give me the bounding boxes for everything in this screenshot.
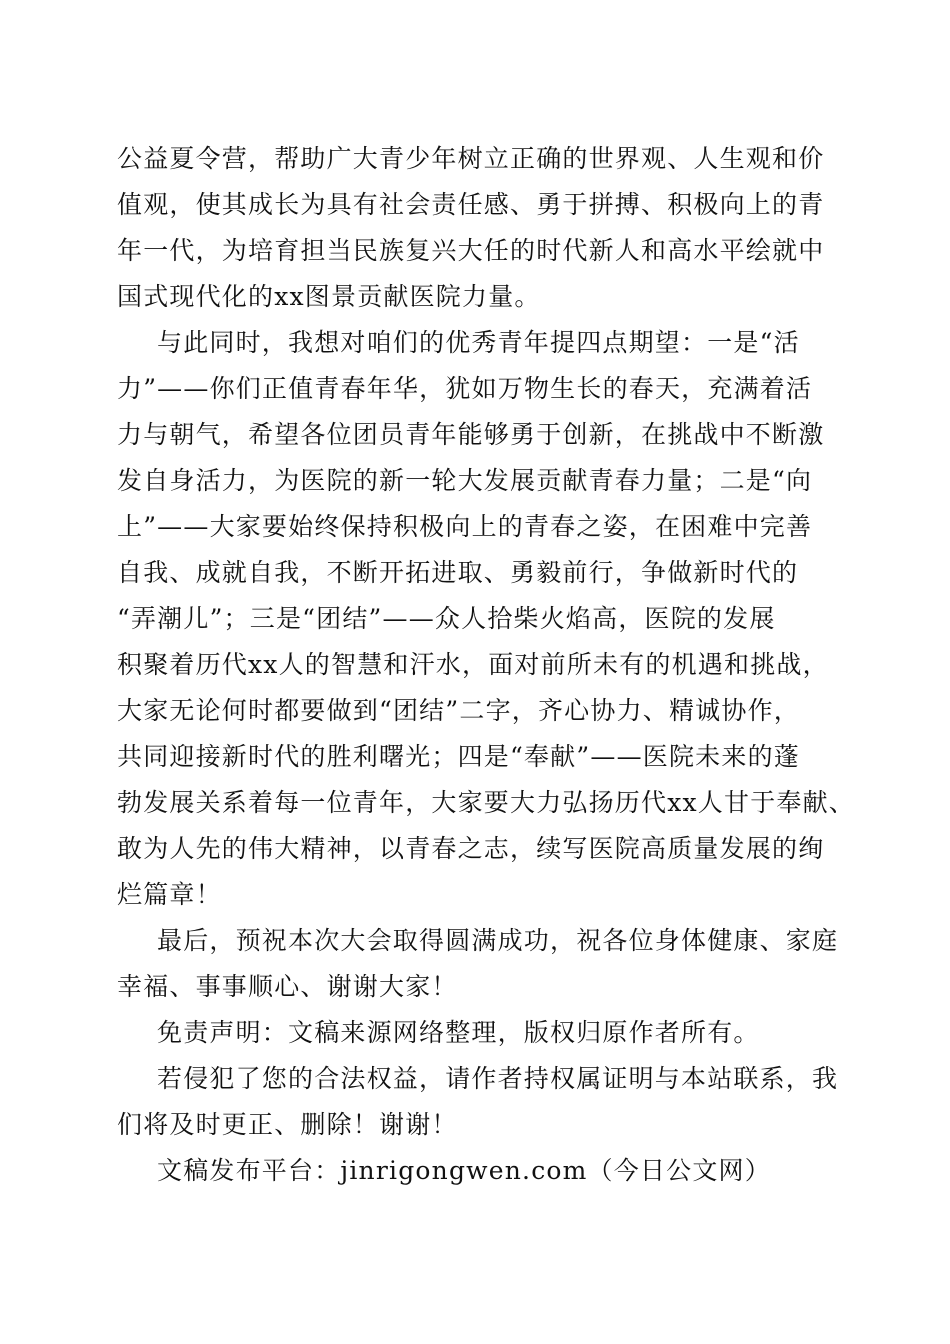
publisher-line: 文稿发布平台：jinrigongwen.com（今日公文网） bbox=[157, 1156, 771, 1185]
text-line: 国式现代化的xx图景贡献医院力量。 bbox=[117, 282, 541, 311]
text-line: 敢为人先的伟大精神，以青春之志，续写医院高质量发展的绚 bbox=[117, 834, 825, 863]
text-line: 积聚着历代xx人的智慧和汗水，面对前所未有的机遇和挑战， bbox=[117, 650, 829, 679]
text-line: 幸福、事事顺心、谢谢大家！ bbox=[117, 972, 458, 1001]
text-line: 大家无论何时都要做到“团结”二字，齐心协力、精诚协作， bbox=[117, 696, 800, 725]
text-line: 最后，预祝本次大会取得圆满成功，祝各位身体健康、家庭 bbox=[157, 926, 839, 955]
text-line: 勃发展关系着每一位青年，大家要大力弘扬历代xx人甘于奉献、 bbox=[117, 788, 856, 817]
text-line: 公益夏令营，帮助广大青少年树立正确的世界观、人生观和价 bbox=[117, 144, 825, 173]
text-line: 烂篇章！ bbox=[117, 880, 222, 909]
disclaimer-line: 免责声明：文稿来源网络整理，版权归原作者所有。 bbox=[157, 1018, 760, 1047]
text-line: 上”——大家要始终保持积极向上的青春之姿，在困难中完善 bbox=[117, 512, 813, 541]
text-line: 力与朝气，希望各位团员青年能够勇于创新，在挑战中不断激 bbox=[117, 420, 825, 449]
text-line: 自我、成就自我，不断开拓进取、勇毅前行，争做新时代的 bbox=[117, 558, 799, 587]
disclaimer-line: 若侵犯了您的合法权益，请作者持权属证明与本站联系，我 bbox=[157, 1064, 839, 1093]
text-line: 共同迎接新时代的胜利曙光；四是“奉献”——医院未来的蓬 bbox=[117, 742, 800, 771]
text-line: 力”——你们正值青春年华，犹如万物生长的春天，充满着活 bbox=[117, 374, 813, 403]
disclaimer-line: 们将及时更正、删除！谢谢！ bbox=[117, 1110, 458, 1139]
text-line: 年一代，为培育担当民族复兴大任的时代新人和高水平绘就中 bbox=[117, 236, 825, 265]
text-line: “弄潮儿”；三是“团结”——众人拾柴火焰高，医院的发展 bbox=[117, 604, 776, 633]
text-line: 值观，使其成长为具有社会责任感、勇于拼搏、积极向上的青 bbox=[117, 190, 825, 219]
text-line: 与此同时，我想对咱们的优秀青年提四点期望：一是“活 bbox=[157, 328, 800, 357]
text-line: 发自身活力，为医院的新一轮大发展贡献青春力量；二是“向 bbox=[117, 466, 813, 495]
